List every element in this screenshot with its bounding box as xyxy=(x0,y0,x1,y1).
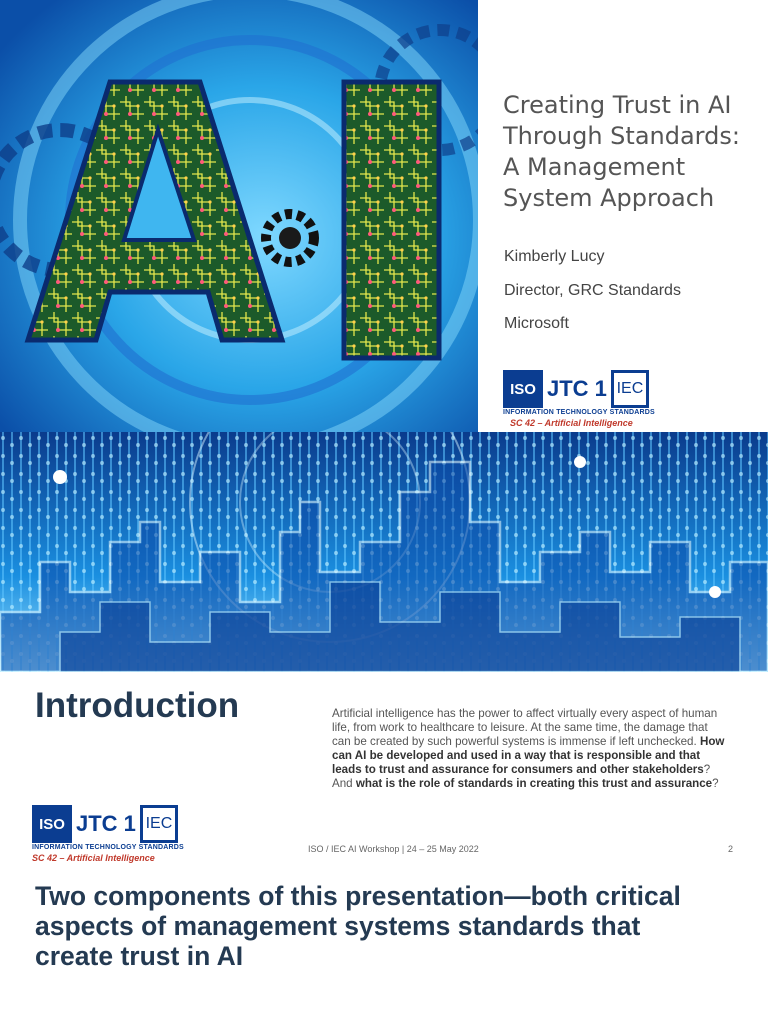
iso-logo-mark: ISO xyxy=(503,370,543,408)
intro-text-plain-1: Artificial intelligence has the power to affect virtually every aspect of human life, from work to healthcare to leisure. At the same time, the damage that can be created by such powerful systems is immense if left unchecked. xyxy=(332,707,718,748)
iec-logo-mark: IEC xyxy=(611,370,649,408)
slide-footer: ISO / IEC AI Workshop | 24 – 25 May 2022 xyxy=(308,844,479,854)
iec-logo-mark: IEC xyxy=(140,805,178,843)
iso-logo-mark: ISO xyxy=(32,805,72,843)
committee-label: SC 42 – Artificial Intelligence xyxy=(510,418,633,428)
author-name: Kimberly Lucy xyxy=(504,248,605,265)
logo-subtitle-2: INFORMATION TECHNOLOGY STANDARDS xyxy=(32,844,184,851)
ai-circuit-illustration xyxy=(0,0,478,432)
introduction-heading: Introduction xyxy=(35,686,240,725)
introduction-body xyxy=(332,707,725,791)
title-slide xyxy=(0,0,768,432)
introduction-slide xyxy=(0,432,768,864)
intro-text-plain-3: ? xyxy=(712,777,719,790)
iso-jtc1-iec-logo xyxy=(503,370,649,408)
committee-label-2: SC 42 – Artificial Intelligence xyxy=(32,853,155,863)
page-number: 2 xyxy=(728,844,734,854)
intro-text-plain-2: ? And xyxy=(332,763,711,790)
presentation-title: Creating Trust in AI Through Standards: A Management System Approach xyxy=(503,91,740,212)
components-heading: Two components of this presentation—both critical aspects of management systems standards that create trust in AI xyxy=(35,881,681,971)
components-slide xyxy=(0,864,768,1024)
intro-text-bold-2: what is the role of standards in creating this trust and assurance xyxy=(355,777,713,790)
logo-subtitle: INFORMATION TECHNOLOGY STANDARDS xyxy=(503,409,655,416)
jtc1-logo-text: JTC 1 xyxy=(547,376,607,401)
ai-circuit-hero-image xyxy=(0,0,478,432)
jtc1-logo-text: JTC 1 xyxy=(76,811,136,836)
digital-city-illustration xyxy=(0,432,768,672)
author-role: Director, GRC Standards xyxy=(504,282,681,299)
iso-jtc1-iec-logo-2 xyxy=(32,805,178,843)
author-organization: Microsoft xyxy=(504,315,569,332)
digital-city-hero-image xyxy=(0,432,768,672)
intro-text-bold-1: How can AI be developed and used in a way that is responsible and that leads to trust and assurance for consumers and other stakeholders xyxy=(332,735,725,776)
